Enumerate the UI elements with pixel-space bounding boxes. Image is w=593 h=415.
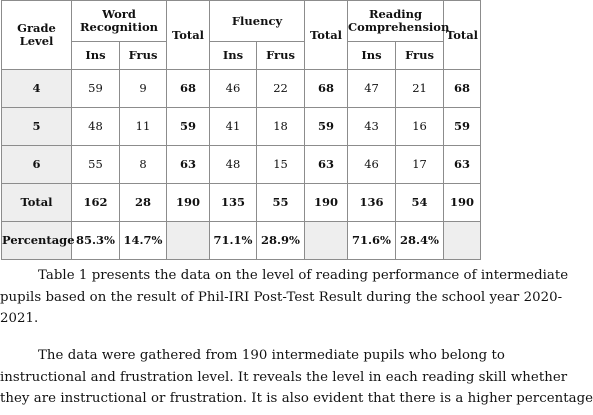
cell-fl-ins: 48	[210, 146, 257, 184]
cell-empty	[444, 222, 481, 260]
cell-rc-total: 68	[444, 70, 481, 108]
cell-rc-ins: 136	[348, 184, 396, 222]
header-total-wr: Total	[167, 1, 210, 70]
paragraph-data-gathered	[0, 345, 593, 410]
cell-rc-total: 63	[444, 146, 481, 184]
cell-fl-ins: 41	[210, 108, 257, 146]
text-line: they are instructional or frustration. It is also evident that there is a higher percentage	[0, 391, 593, 407]
header-total-rc: Total	[444, 1, 481, 70]
text-line: The data were gathered from 190 intermediate pupils who belong to	[38, 348, 505, 363]
row-label: 6	[2, 146, 72, 184]
cell-rc-total: 190	[444, 184, 481, 222]
row-label: 5	[2, 108, 72, 146]
cell-wr-total: 68	[167, 70, 210, 108]
cell-wr-frus: 11	[120, 108, 167, 146]
text-line: pupils based on the result of Phil-IRI Post-Test Result during the school year 2020-	[0, 289, 563, 305]
row-label: Percentage	[2, 222, 72, 260]
table-row-percentage	[2, 222, 481, 260]
table-row	[2, 146, 481, 184]
cell-wr-frus-pct: 14.7%	[120, 222, 167, 260]
header-frus-fl: Frus	[257, 42, 305, 70]
row-label: 4	[2, 70, 72, 108]
cell-fl-ins-pct: 71.1%	[210, 222, 257, 260]
header-ins-wr: Ins	[72, 42, 120, 70]
cell-empty	[305, 222, 348, 260]
cell-rc-frus: 54	[396, 184, 444, 222]
cell-rc-ins: 47	[348, 70, 396, 108]
cell-fl-total: 63	[305, 146, 348, 184]
cell-rc-frus: 17	[396, 146, 444, 184]
cell-rc-ins: 46	[348, 146, 396, 184]
cell-wr-frus: 9	[120, 70, 167, 108]
header-reading-comprehension: Reading Comprehension	[348, 1, 444, 42]
cell-fl-frus-pct: 28.9%	[257, 222, 305, 260]
row-label: Total	[2, 184, 72, 222]
cell-fl-ins: 135	[210, 184, 257, 222]
header-frus-wr: Frus	[120, 42, 167, 70]
paragraph-table-summary	[0, 265, 569, 330]
cell-fl-ins: 46	[210, 70, 257, 108]
cell-fl-total: 59	[305, 108, 348, 146]
cell-rc-ins: 43	[348, 108, 396, 146]
cell-fl-frus: 18	[257, 108, 305, 146]
text-line: instructional and frustration level. It reveals the level in each reading skill whether	[0, 369, 568, 385]
reading-performance-table	[1, 0, 481, 260]
cell-wr-frus: 8	[120, 146, 167, 184]
cell-fl-total: 68	[305, 70, 348, 108]
header-word-recognition: Word Recognition	[72, 1, 167, 42]
cell-rc-total: 59	[444, 108, 481, 146]
header-ins-fl: Ins	[210, 42, 257, 70]
cell-rc-frus: 16	[396, 108, 444, 146]
cell-wr-ins: 162	[72, 184, 120, 222]
cell-fl-frus: 15	[257, 146, 305, 184]
cell-wr-ins-pct: 85.3%	[72, 222, 120, 260]
table-row-total	[2, 184, 481, 222]
cell-rc-frus: 21	[396, 70, 444, 108]
header-total-fl: Total	[305, 1, 348, 70]
cell-wr-frus: 28	[120, 184, 167, 222]
cell-wr-ins: 48	[72, 108, 120, 146]
cell-fl-frus: 55	[257, 184, 305, 222]
cell-rc-frus-pct: 28.4%	[396, 222, 444, 260]
header-fluency: Fluency	[210, 1, 305, 42]
cell-wr-total: 63	[167, 146, 210, 184]
header-ins-rc: Ins	[348, 42, 396, 70]
text-line: Table 1 presents the data on the level of reading performance of intermediate	[38, 268, 569, 283]
cell-rc-ins-pct: 71.6%	[348, 222, 396, 260]
text-line: 2021.	[0, 311, 39, 327]
cell-empty	[167, 222, 210, 260]
cell-wr-total: 190	[167, 184, 210, 222]
table-row	[2, 108, 481, 146]
cell-wr-ins: 59	[72, 70, 120, 108]
header-frus-rc: Frus	[396, 42, 444, 70]
table-row	[2, 70, 481, 108]
cell-wr-total: 59	[167, 108, 210, 146]
header-grade-level: Grade Level	[2, 1, 72, 70]
cell-fl-total: 190	[305, 184, 348, 222]
cell-wr-ins: 55	[72, 146, 120, 184]
cell-fl-frus: 22	[257, 70, 305, 108]
